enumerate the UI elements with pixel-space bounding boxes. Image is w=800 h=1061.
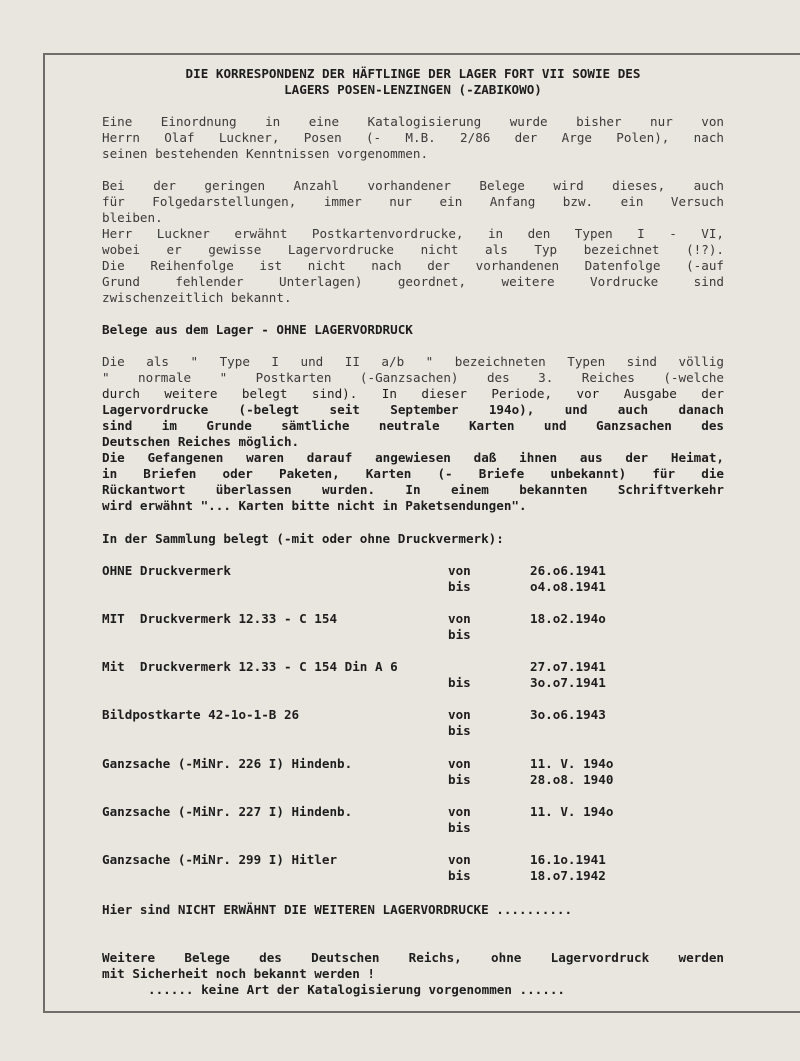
para3-line: Die Gefangenen waren darauf angewiesen daß ihnen aus der Heimat, xyxy=(102,450,724,465)
entry-von-date: 3o.o6.1943 xyxy=(530,707,606,722)
entry-label: Ganzsache (-MiNr. 299 I) Hitler xyxy=(102,852,338,867)
entry-von: von xyxy=(448,707,471,722)
entry-bis: bis xyxy=(448,627,471,642)
entry-bis-date: o4.o8.1941 xyxy=(530,579,606,594)
section-heading: Belege aus dem Lager - OHNE LAGERVORDRUCK xyxy=(102,322,413,337)
entry-von: von xyxy=(448,852,471,867)
entry-bis: bis xyxy=(448,723,471,738)
para2-line: zwischenzeitlich bekannt. xyxy=(102,290,292,305)
para3-line: in Briefen oder Paketen, Karten (- Briefe unbekannt) für die xyxy=(102,466,724,481)
entry-row-bis xyxy=(102,772,724,788)
entry-bis: bis xyxy=(448,579,471,594)
intro-line: Herrn Olaf Luckner, Posen (- M.B. 2/86 der Arge Polen), nach xyxy=(102,130,724,145)
entry-von-date: 11. V. 194o xyxy=(530,756,614,771)
entry-bis-date: 3o.o7.1941 xyxy=(530,675,606,690)
para3-line: " normale " Postkarten (-Ganzsachen) des 3. Reiches (-welche xyxy=(102,370,724,385)
entry-bis-date: 28.o8. 1940 xyxy=(530,772,614,787)
entry-label: OHNE Druckvermerk xyxy=(102,563,231,578)
entry-bis-date: 18.o7.1942 xyxy=(530,868,606,883)
para3-line: Deutschen Reiches möglich. xyxy=(102,434,300,449)
para2-line: für Folgedarstellungen, immer nur ein Anfang bzw. ein Versuch xyxy=(102,194,724,209)
entry-von-date: 18.o2.194o xyxy=(530,611,606,626)
collection-heading: In der Sammlung belegt (-mit oder ohne Druckvermerk): xyxy=(102,531,504,546)
para3-line: durch weitere belegt sind). In dieser Periode, vor Ausgabe der xyxy=(102,386,724,401)
entry-von: von xyxy=(448,756,471,771)
entry-row xyxy=(102,707,724,723)
entry-von: von xyxy=(448,611,471,626)
para2-line: Grund fehlender Unterlagen) geordnet, weitere Vordrucke sind xyxy=(102,274,724,289)
entry-row-bis xyxy=(102,820,724,836)
entry-row xyxy=(102,563,724,579)
intro-line: seinen bestehenden Kenntnissen vorgenommen. xyxy=(102,146,429,161)
entry-bis: bis xyxy=(448,772,471,787)
entry-row xyxy=(102,659,724,675)
para3-line: Die als " Type I und II a/b " bezeichneten Typen sind völlig xyxy=(102,354,724,369)
entry-von: von xyxy=(448,804,471,819)
para2-line: wobei er gewisse Lagervordrucke nicht als Typ bezeichnet (!?). xyxy=(102,242,724,257)
entry-von-date: 26.o6.1941 xyxy=(530,563,606,578)
entry-label: Ganzsache (-MiNr. 226 I) Hindenb. xyxy=(102,756,353,771)
title-line-2: LAGERS POSEN-LENZINGEN (-ZABIKOWO) xyxy=(284,82,542,97)
entry-row-bis xyxy=(102,627,724,643)
entry-row-bis xyxy=(102,579,724,595)
closing-line: ...... keine Art der Katalogisierung vorgenommen ...... xyxy=(148,982,566,997)
entry-row xyxy=(102,804,724,820)
entry-row xyxy=(102,756,724,772)
entry-row-bis xyxy=(102,868,724,884)
entry-row-bis xyxy=(102,723,724,739)
entry-von-date: 11. V. 194o xyxy=(530,804,614,819)
entry-bis: bis xyxy=(448,675,471,690)
entry-row xyxy=(102,611,724,627)
entry-von-date: 27.o7.1941 xyxy=(530,659,606,674)
entry-row-bis xyxy=(102,675,724,691)
entry-label: Bildpostkarte 42-1o-1-B 26 xyxy=(102,707,300,722)
para3-line: wird erwähnt "... Karten bitte nicht in Paketsendungen". xyxy=(102,498,527,513)
para3-line: Lagervordrucke (-belegt seit September 194o), und auch danach xyxy=(102,402,724,417)
para3-line: Rückantwort überlassen wurden. In einem bekannten Schriftverkehr xyxy=(102,482,724,497)
para2-line: Bei der geringen Anzahl vorhandener Belege wird dieses, auch xyxy=(102,178,724,193)
intro-line: Eine Einordnung in eine Katalogisierung wurde bisher nur von xyxy=(102,114,724,129)
entry-label: Mit Druckvermerk 12.33 - C 154 Din A 6 xyxy=(102,659,398,674)
title-line-1: DIE KORRESPONDENZ DER HÄFTLINGE DER LAGER FORT VII SOWIE DES xyxy=(185,66,641,81)
para2-line: bleiben. xyxy=(102,210,163,225)
entry-label: Ganzsache (-MiNr. 227 I) Hindenb. xyxy=(102,804,353,819)
not-mentioned-note: Hier sind NICHT ERWÄHNT DIE WEITEREN LAGERVORDRUCKE .......... xyxy=(102,902,573,917)
para3-line: sind im Grunde sämtliche neutrale Karten und Ganzsachen des xyxy=(102,418,724,433)
entry-von-date: 16.1o.1941 xyxy=(530,852,606,867)
entry-von: von xyxy=(448,563,471,578)
para2-line: Herr Luckner erwähnt Postkartenvordrucke, in den Typen I - VI, xyxy=(102,226,724,241)
entry-bis: bis xyxy=(448,868,471,883)
entry-label: MIT Druckvermerk 12.33 - C 154 xyxy=(102,611,338,626)
entry-bis: bis xyxy=(448,820,471,835)
closing-line: mit Sicherheit noch bekannt werden ! xyxy=(102,966,375,981)
entry-row xyxy=(102,852,724,868)
para2-line: Die Reihenfolge ist nicht nach der vorhandenen Datenfolge (-auf xyxy=(102,258,724,273)
closing-line: Weitere Belege des Deutschen Reichs, ohne Lagervordruck werden xyxy=(102,950,724,965)
